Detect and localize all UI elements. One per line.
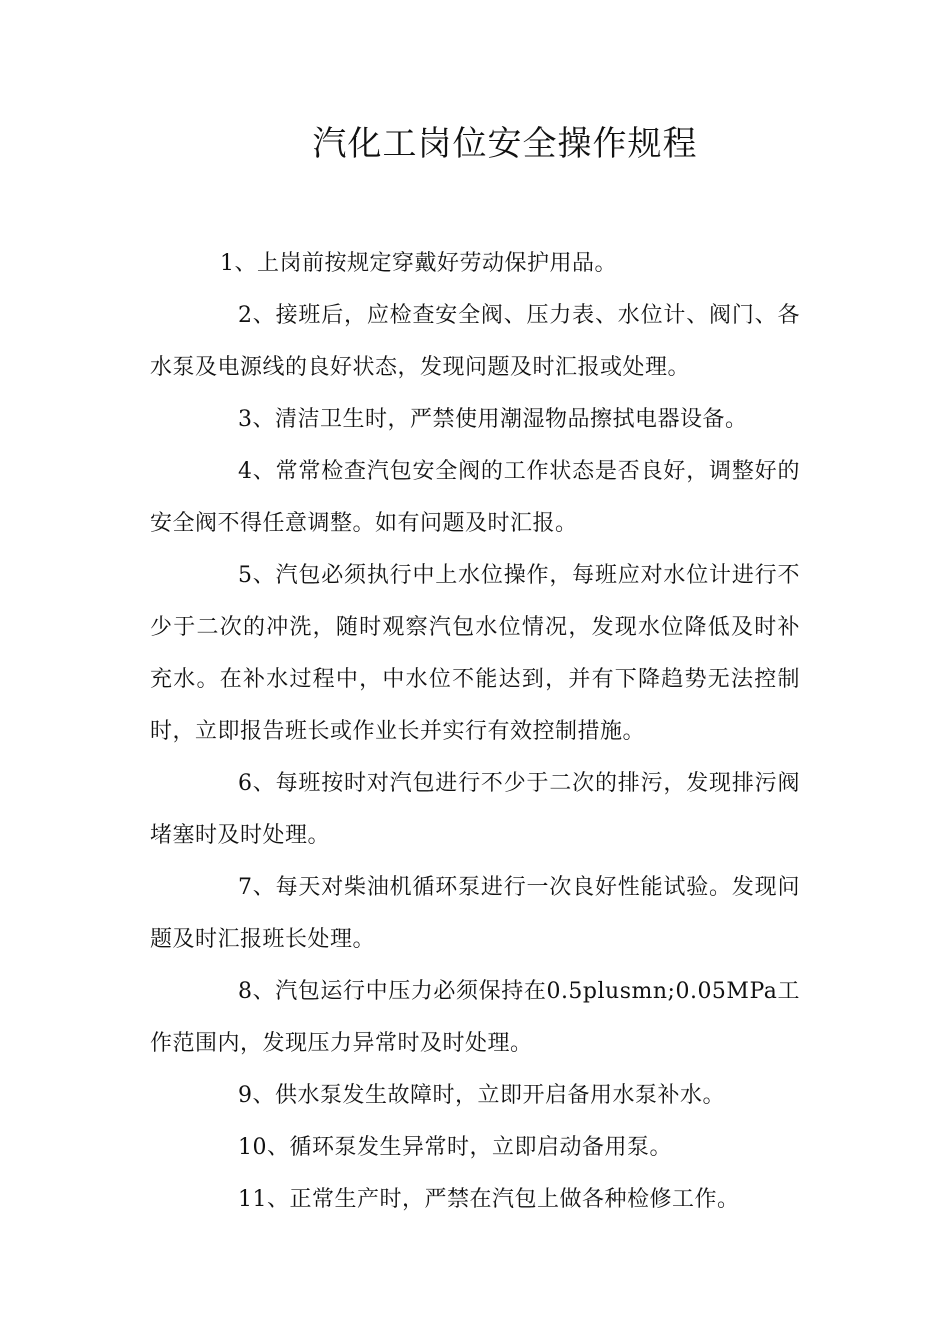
document-body [150, 238, 800, 1226]
rule-paragraph-3: 3、清洁卫生时，严禁使用潮湿物品擦拭电器设备。 [238, 407, 748, 432]
rule-paragraph-8: 8、汽包运行中压力必须保持在0.5plusmn;0.05MPa工作范围内，发现压力异常时及时处理。 [150, 979, 800, 1056]
rule-paragraph-2: 2、接班后，应检查安全阀、压力表、水位计、阀门、各水泵及电源线的良好状态，发现问题及时汇报或处理。 [150, 303, 800, 380]
rule-paragraph-11: 11、正常生产时，严禁在汽包上做各种检修工作。 [238, 1187, 740, 1212]
rule-paragraph-4: 4、常常检查汽包安全阀的工作状态是否良好，调整好的安全阀不得任意调整。如有问题及时汇报。 [150, 459, 800, 536]
rule-paragraph-7: 7、每天对柴油机循环泵进行一次良好性能试验。发现问题及时汇报班长处理。 [150, 875, 800, 952]
rule-paragraph-9: 9、供水泵发生故障时，立即开启备用水泵补水。 [238, 1083, 725, 1108]
rule-paragraph-10: 10、循环泵发生异常时，立即启动备用泵。 [238, 1135, 672, 1160]
rule-paragraph-6: 6、每班按时对汽包进行不少于二次的排污，发现排污阀堵塞时及时处理。 [150, 771, 800, 848]
rule-paragraph-5: 5、汽包必须执行中上水位操作，每班应对水位计进行不少于二次的冲洗，随时观察汽包水位情况，发现水位降低及时补充水。在补水过程中，中水位不能达到，并有下降趋势无法控制时，立即报告班长或作业长并实行有效控制措施。 [150, 563, 800, 744]
document-title: 汽化工岗位安全操作规程 [312, 124, 698, 164]
rule-paragraph-1: 1、上岗前按规定穿戴好劳动保护用品。 [220, 251, 617, 276]
